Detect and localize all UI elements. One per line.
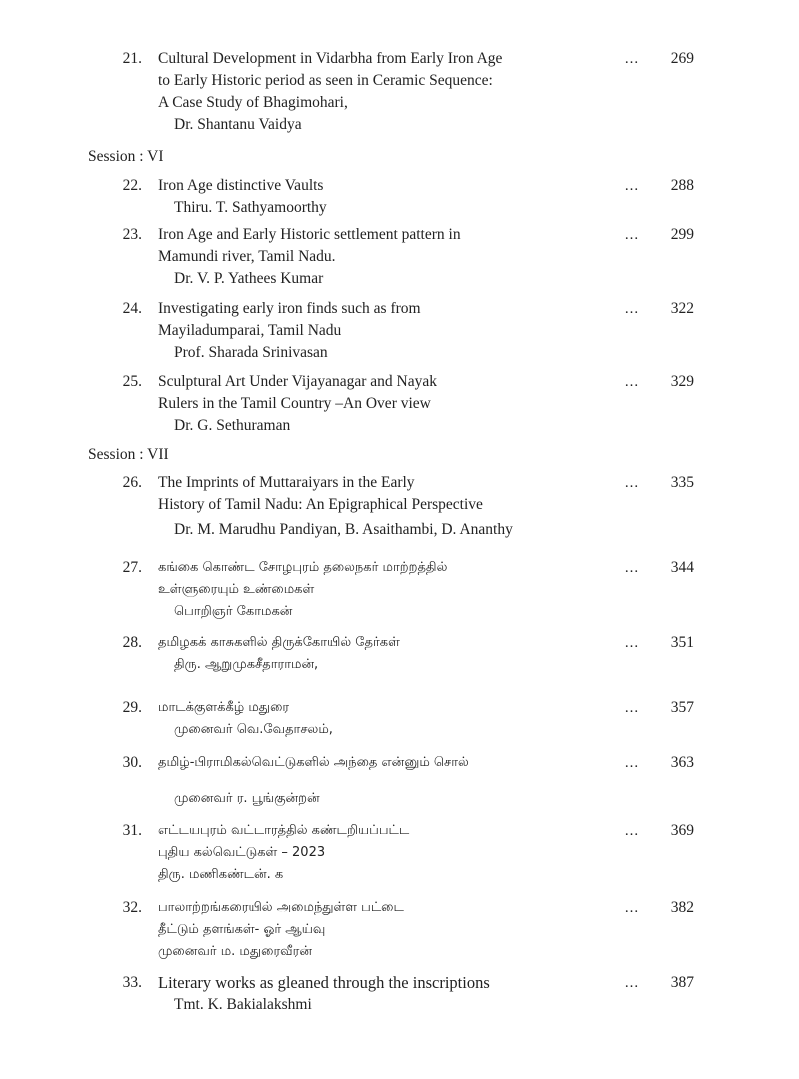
entry-title: [158, 972, 598, 1016]
title-line: Mayiladumparai, Tamil Nadu: [158, 322, 342, 339]
entry-author: முனைவர் ம. மதுரைவீரன்: [158, 944, 312, 959]
title-line: கங்கை கொண்ட சோழபுரம் தலைநகர் மாற்றத்தில்: [158, 560, 448, 575]
title-line: The Imprints of Muttaraiyars in the Early: [158, 474, 415, 491]
entry-title: [158, 48, 598, 136]
leader-dots: ...: [624, 301, 640, 317]
page-number: 387: [670, 974, 694, 991]
title-line: உள்ளுரையும் உண்மைகள்: [158, 582, 315, 597]
entry-number: 23.: [122, 226, 142, 243]
leader-dots: ...: [624, 178, 640, 194]
entry-author: Dr. M. Marudhu Pandiyan, B. Asaithambi, D. Ananthy: [174, 521, 513, 538]
leader-dots: ...: [624, 51, 640, 67]
session-heading: Session : VI: [88, 148, 164, 165]
title-line: பாலாற்றங்கரையில் அமைந்துள்ள பட்டை: [158, 900, 404, 915]
title-line: Iron Age distinctive Vaults: [158, 177, 324, 194]
page-number: 329: [670, 373, 694, 390]
entry-author: திரு. மணிகண்டன். க: [158, 867, 284, 882]
entry-number: 27.: [122, 559, 142, 576]
leader-dots: ...: [624, 975, 640, 991]
entry-number: 25.: [122, 373, 142, 390]
entry-author: திரு. ஆறுமுகசீதாராமன்,: [174, 657, 319, 672]
entry-title: [158, 557, 598, 623]
session-heading: Session : VII: [88, 446, 169, 463]
entry-author: முனைவர் வெ.வேதாசலம்,: [174, 722, 333, 737]
entry-number: 28.: [122, 634, 142, 651]
entry-title: [158, 697, 598, 741]
entry-author: Dr. G. Sethuraman: [174, 417, 291, 434]
title-line: Literary works as gleaned through the inscriptions: [158, 973, 490, 992]
page-number: 299: [670, 226, 694, 243]
entry-title: [158, 298, 598, 364]
title-line: History of Tamil Nadu: An Epigraphical Perspective: [158, 496, 483, 513]
leader-dots: ...: [624, 900, 640, 916]
leader-dots: ...: [624, 823, 640, 839]
entry-number: 33.: [122, 974, 142, 991]
entry-number: 22.: [122, 177, 142, 194]
entry-number: 31.: [122, 822, 142, 839]
page-number: 344: [670, 559, 694, 576]
title-line: தமிழகக் காசுகளில் திருக்கோயில் தேர்கள்: [158, 635, 400, 650]
title-line: to Early Historic period as seen in Ceramic Sequence:: [158, 72, 493, 89]
leader-dots: ...: [624, 755, 640, 771]
title-line: மாடக்குளக்கீழ் மதுரை: [158, 700, 290, 715]
page-number: 322: [670, 300, 694, 317]
page-number: 269: [670, 50, 694, 67]
title-line: Cultural Development in Vidarbha from Early Iron Age: [158, 50, 503, 67]
title-line: எட்டயபுரம் வட்டாரத்தில் கண்டறியப்பட்ட: [158, 823, 410, 838]
entry-title: [158, 632, 598, 676]
entry-author: Tmt. K. Bakialakshmi: [174, 996, 312, 1013]
title-line: A Case Study of Bhagimohari,: [158, 94, 348, 111]
entry-title: [158, 175, 598, 219]
page-number: 335: [670, 474, 694, 491]
entry-number: 30.: [122, 754, 142, 771]
page-number: 357: [670, 699, 694, 716]
title-line: தீட்டும் தளங்கள்- ஓர் ஆய்வு: [158, 922, 326, 937]
title-line: Investigating early iron finds such as from: [158, 300, 421, 317]
leader-dots: ...: [624, 560, 640, 576]
title-line: Rulers in the Tamil Country –An Over view: [158, 395, 431, 412]
leader-dots: ...: [624, 227, 640, 243]
page-number: 351: [670, 634, 694, 651]
title-line: புதிய கல்வெட்டுகள் – 2023: [158, 845, 326, 860]
title-line: தமிழ்-பிராமிகல்வெட்டுகளில் அந்தை என்னும் சொல்: [158, 755, 469, 770]
entry-author: Thiru. T. Sathyamoorthy: [174, 199, 327, 216]
entry-title: [158, 472, 598, 541]
entry-author: Dr. Shantanu Vaidya: [174, 116, 302, 133]
leader-dots: ...: [624, 635, 640, 651]
entry-title: [158, 224, 598, 290]
entry-number: 29.: [122, 699, 142, 716]
leader-dots: ...: [624, 374, 640, 390]
entry-author: Prof. Sharada Srinivasan: [174, 344, 328, 361]
entry-number: 21.: [122, 50, 142, 67]
entry-number: 26.: [122, 474, 142, 491]
leader-dots: ...: [624, 475, 640, 491]
page-number: 382: [670, 899, 694, 916]
title-line: Mamundi river, Tamil Nadu.: [158, 248, 336, 265]
page-number: 288: [670, 177, 694, 194]
entry-title: [158, 752, 598, 810]
entry-title: [158, 897, 598, 963]
page-number: 363: [670, 754, 694, 771]
title-line: Iron Age and Early Historic settlement pattern in: [158, 226, 461, 243]
entry-author: Dr. V. P. Yathees Kumar: [174, 270, 324, 287]
entry-title: [158, 820, 598, 886]
entry-number: 24.: [122, 300, 142, 317]
title-line: Sculptural Art Under Vijayanagar and Nayak: [158, 373, 437, 390]
entry-number: 32.: [122, 899, 142, 916]
entry-author: முனைவர் ர. பூங்குன்றன்: [174, 791, 320, 806]
page-number: 369: [670, 822, 694, 839]
leader-dots: ...: [624, 700, 640, 716]
entry-author: பொறிஞர் கோமகன்: [174, 604, 293, 619]
entry-title: [158, 371, 598, 437]
